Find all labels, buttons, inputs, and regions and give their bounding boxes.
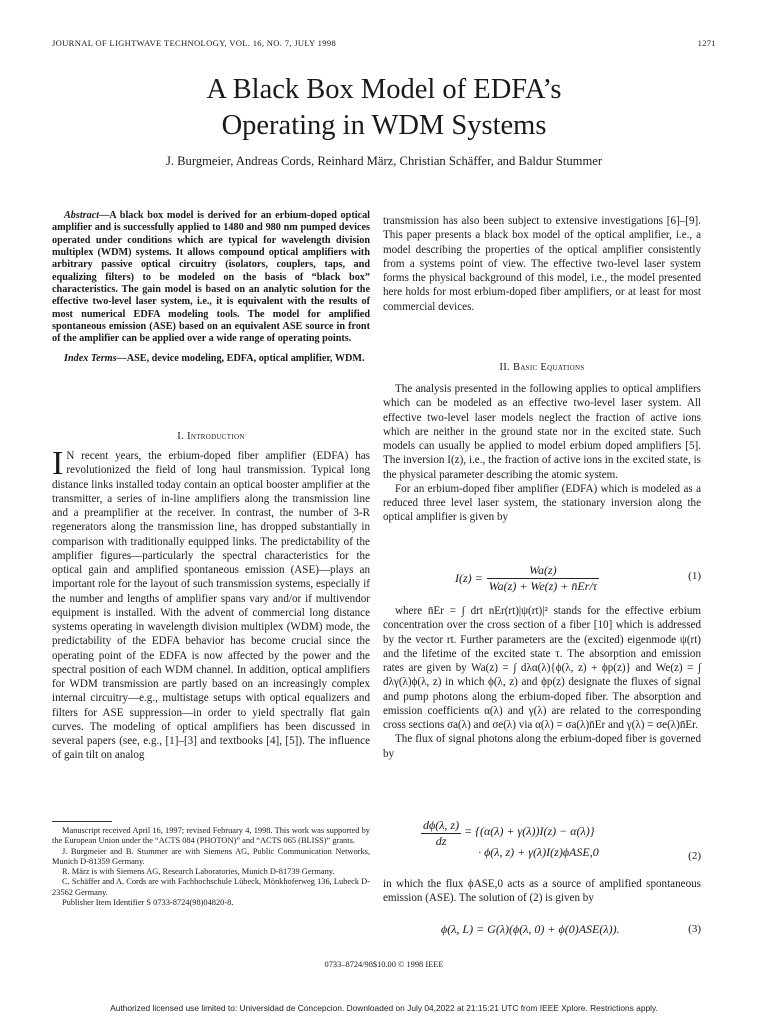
equation-2 xyxy=(383,818,701,866)
index-terms xyxy=(52,353,370,365)
eq2-tag: (2) xyxy=(688,850,701,862)
abstract-block xyxy=(52,210,370,365)
right-body-3 xyxy=(383,877,701,906)
eq2-rhs-line-1: = {(α(λ) + γ(λ))I(z) − α(λ)} xyxy=(464,824,595,838)
eq1-numerator: Wa(z) xyxy=(487,563,599,579)
page-number: 1271 xyxy=(697,38,716,48)
paper-title xyxy=(40,72,728,144)
basic-eq-paragraph-2: For an erbium-doped fiber amplifier (EDFA) which is modeled as a reduced three level laser system, the stationary inversion along the optical amplifier is given by xyxy=(383,482,701,524)
eq1-denominator: Wa(z) + We(z) + n̄Er/τ xyxy=(488,578,598,593)
right-body-2 xyxy=(383,604,701,761)
intro-paragraph xyxy=(52,445,370,763)
flux-paragraph: The flux of signal photons along the erbium-doped fiber is governed by xyxy=(383,733,701,760)
eq1-tag: (1) xyxy=(688,570,701,582)
abstract-paragraph xyxy=(52,210,370,346)
section-number: II. xyxy=(499,362,510,373)
journal-name: JOURNAL OF LIGHTWAVE TECHNOLOGY, VOL. 16, NO. 7, JULY 1998 xyxy=(52,38,337,48)
introduction-body xyxy=(52,445,370,763)
footnote-affiliation-2: R. März is with Siemens AG, Research Laboratories, Munich D-81739 Germany. xyxy=(62,867,335,877)
abstract-label: Abstract— xyxy=(64,210,110,221)
definitions-paragraph: where n̄Er = ∫ drt nEr(rt)|ψ(rt)|² stands for the effective erbium concentration over the cross section of a fiber [10] which is addressed by the vector rt. Further parameters are the (excited) eigenmode ψ(rt) and the lifetime of the excited state τ. The absorption and emission rates are given by Wa(z) = ∫ dλα(λ){ϕ(λ, z) + ϕp(z)} and We(z) = ∫ dλγ(λ)ϕ(λ, z) in which ϕ(λ, z) and ϕp(z) designate the fluxes of signal and pump photons along the erbium-doped fiber. The absorption and emission coefficients α(λ) and γ(λ) are related to the corresponding cross sections σa(λ) and σe(λ) via α(λ) = σa(λ)n̄Er and γ(λ) = σe(λ)n̄Er. xyxy=(383,605,701,731)
drop-cap: I xyxy=(52,445,64,482)
footnote-affiliation-3: C. Schäffer and A. Cords are with Fachhochschule Lübeck, Mönkhoferweg 136, Lubeck D-23562 Germany. xyxy=(52,877,370,897)
ase-paragraph: in which the flux ϕASE,0 acts as a source of amplified spontaneous emission (ASE). The solution of (2) is given by xyxy=(383,878,701,905)
eq2-numerator: dϕ(λ, z) xyxy=(423,818,460,832)
footnotes xyxy=(52,826,370,908)
section-title: Introduction xyxy=(187,431,245,442)
eq3-tag: (3) xyxy=(688,923,701,935)
section-heading-basic-equations xyxy=(383,361,701,375)
right-paragraph-1: transmission has also been subject to extensive investigations [6]–[9]. This paper presents a black box model of the optical amplifier, i.e., a model describing the properties of the optical amplifier consistently from a systems point of view. The effective two-level laser system forms the physical background of this model, i.e., the model presented here holds for most erbium-doped fiber amplifiers, or at least for most commercial devices. xyxy=(383,215,701,313)
author-list: J. Burgmeier, Andreas Cords, Reinhard März, Christian Schäffer, and Baldur Stummer xyxy=(165,154,603,168)
basic-eq-paragraph-1: The analysis presented in the following applies to optical amplifiers which can be modeled as an effective two-level laser system. All effective two-level laser models neglect the fraction of active ions which are neither in the ground state nor in the excited state. Such models can usually be applied to model erbium doped amplifiers [5]. The inversion I(z), i.e., the fraction of active ions in the excited state, is the physical parameter describing the atomic system. xyxy=(383,383,701,481)
eq3-expression: ϕ(λ, L) = G(λ)(ϕ(λ, 0) + ϕ(0)ASE(λ)). xyxy=(441,922,620,936)
index-terms-text: ASE, device modeling, EDFA, optical amplifier, WDM. xyxy=(126,352,365,364)
intro-text: N recent years, the erbium-doped fiber amplifier (EDFA) has revolutionized the field of long haul transmission. Typical long distance links installed today contain an optical booster amplifier at the transmitter, a series of in-line amplifiers along the transmission line and a preamplifier at the receiver. In contrast, the number of 3-R regenerators along the transmission line, has dropped substantially in comparison with traditionally equipped links. The predictability of the amplifier figures—particularly the spectral characteristics for the optical gain and amplified spontaneous emission (ASE)—plays an important role for the layout of such transmission systems, especially if the number and lengths of amplifier spans vary and/or if multivendor equipment is installed. With the advent of commercial long distance systems operating in wavelength division multiplex (WDM) mode, the predictability of the EDFA behavior has become crucial since the operating point of the EDFA is now affected by the power and the spectral position of each WDM channel. In addition, optical amplifiers for WDM transmission are partly based on an increasingly complex internal circuitry—e.g., multistage setups with optical equalizers and filters for ASE suppression—in order to yield spectrally flat gain curves. The modeling of optical amplifiers has been discussed in several papers (see, e.g., [1]–[3] and textbooks [4], [5]). The influence of gain tilt on analog xyxy=(52,450,370,762)
eq1-fraction xyxy=(487,563,599,594)
right-body-1 xyxy=(383,382,701,525)
abstract-text: A black box model is derived for an erbium-doped optical amplifier and is successfully applied to 1480 and 980 nm pumped devices operated under conditions which are typical for wavelength division multiplex (WDM) systems. It allows compound optical amplifiers with arbitrary passive optical circuitry (isolators, couplers, taps, and equalizing filters) to be modeled on the basis of “black box” characteristics. The gain model is based on an analytic solution for the effective two-level laser system, i.e., it is equivalent with the results of most numerical EDFA modeling tools. The model for amplified spontaneous emission (ASE) based on an equivalent ASE source in front of the amplifier can be applied over a wide range of operating points. xyxy=(52,210,370,345)
index-terms-label: Index Terms— xyxy=(64,352,127,364)
eq2-rhs-line-2: · ϕ(λ, z) + γ(λ)I(z)ϕASE,0 xyxy=(478,845,599,859)
footnote-rule xyxy=(52,821,112,822)
title-line-2: Operating in WDM Systems xyxy=(221,110,547,141)
footnote-manuscript: Manuscript received April 16, 1997; revised February 4, 1998. This work was supported by the European Union under the “ACTS 084 (PHOTON)” and “ACTS 065 (BLISS)” grants. xyxy=(52,826,370,846)
running-head xyxy=(52,38,716,48)
section-heading-introduction xyxy=(52,430,370,444)
equation-3 xyxy=(383,922,701,942)
license-notice: Authorized licensed use limited to: Universidad de Concepcion. Downloaded on July 04,2022 at 21:15:21 UTC from IEEE Xplore. Restrictions apply. xyxy=(110,1003,658,1013)
title-line-1: A Black Box Model of EDFA’s xyxy=(206,74,562,105)
copyright-line: 0733–8724/98$10.00 © 1998 IEEE xyxy=(324,960,444,969)
eq1-lhs: I(z) = xyxy=(455,570,483,585)
section-title: Basic Equations xyxy=(512,362,585,373)
section-number: I. xyxy=(177,431,185,442)
footnote-publisher-id: Publisher Item Identifier S 0733-8724(98)04820-8. xyxy=(62,898,234,908)
eq2-fraction xyxy=(421,818,461,849)
eq2-denominator: dz xyxy=(435,834,447,848)
equation-1 xyxy=(383,558,701,598)
footnote-affiliation-1: J. Burgmeier and B. Stummer are with Siemens AG, Public Communication Networks, Munich D-81359 Germany. xyxy=(52,846,370,866)
